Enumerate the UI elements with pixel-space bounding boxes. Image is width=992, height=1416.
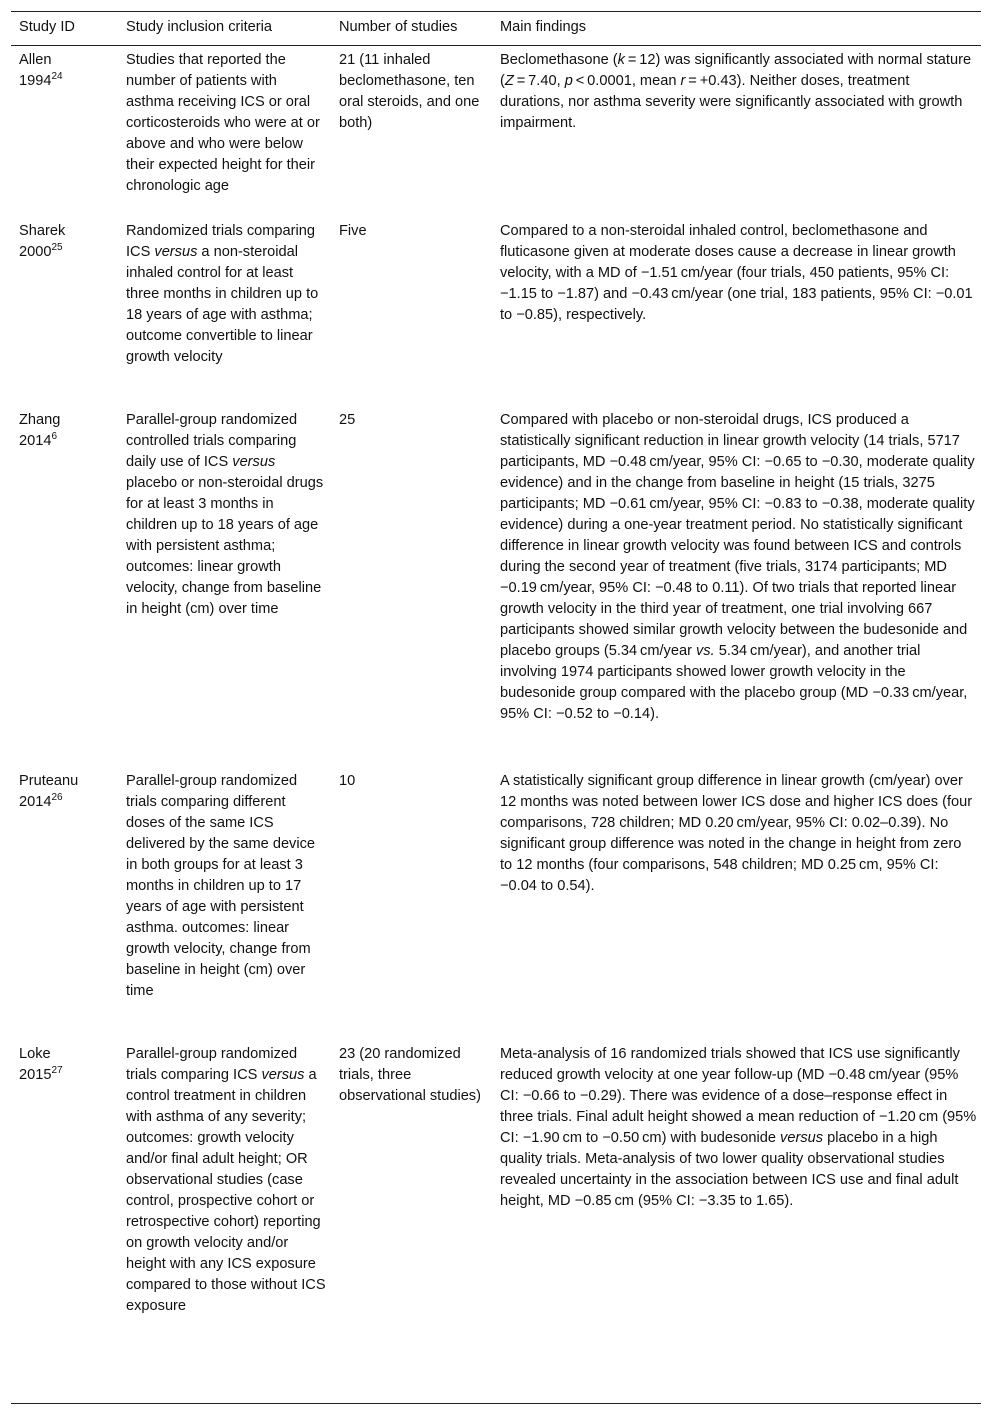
table-row <box>11 767 981 1040</box>
study-year: 2015 <box>19 1067 52 1083</box>
criteria-cell: Parallel-group randomized trials comparing ICS versus a control treatment in children with asthma of any severity; outcomes: growth velocity and/or final adult height; OR observational studies (case control, prospective cohort or retrospective cohort) reporting on growth velocity and/or height with any ICS exposure compared to those without ICS exposure <box>126 1046 326 1314</box>
criteria-cell: Studies that reported the number of patients with asthma receiving ICS or oral corticosteroids who were at or above and who were below their expected height for their chronologic age <box>126 52 320 194</box>
findings-cell: Compared to a non-steroidal inhaled control, beclomethasone and fluticasone given at moderate doses cause a decrease in linear growth velocity, with a MD of −1.51 cm/year (four trials, 450 patients, 95% CI: −1.15 to −1.87) and −0.43 cm/year (one trial, 183 patients, 95% CI: −0.01 to −0.85), respectively. <box>500 223 973 323</box>
table-row <box>11 1040 981 1403</box>
study-author: Sharek <box>19 223 66 239</box>
table-row <box>11 217 981 406</box>
criteria-cell: Parallel-group randomized controlled trials comparing daily use of ICS versus placebo or non-steroidal drugs for at least 3 months in children up to 18 years of age with persistent asthma; outcomes: linear growth velocity, change from baseline in height (cm) over time <box>126 412 324 617</box>
study-reference: 24 <box>51 71 63 83</box>
header-number-of-studies: Number of studies <box>339 19 458 35</box>
study-id-cell <box>11 406 118 767</box>
header-main-findings: Main findings <box>500 19 586 35</box>
study-year: 2014 <box>19 794 52 810</box>
study-id-cell <box>11 46 118 217</box>
study-reference: 6 <box>51 431 58 443</box>
studies-table <box>11 11 981 1404</box>
study-author: Zhang <box>19 412 61 428</box>
table-row <box>11 46 981 217</box>
num-studies-cell: Five <box>339 223 367 239</box>
table-row <box>11 406 981 767</box>
findings-cell: Meta-analysis of 16 randomized trials showed that ICS use significantly reduced growth velocity at one year follow-up (MD −0.48 cm/year (95% CI: −0.66 to −0.29). There was evidence of a dose–response effect in three trials. Final adult height showed a mean reduction of −1.20 cm (95% CI: −1.90 cm to −0.50 cm) with budesonide versus placebo in a high quality trials. Meta-analysis of two lower quality observational studies revealed uncertainty in the association between ICS use and final adult height, MD −0.85 cm (95% CI: −3.35 to 1.65). <box>500 1046 977 1209</box>
study-id-cell <box>11 1040 118 1403</box>
study-reference: 26 <box>51 792 63 804</box>
criteria-cell: Parallel-group randomized trials comparing different doses of the same ICS delivered by the same device in both groups for at least 3 months in children up to 17 years of age with persistent asthma. outcomes: linear growth velocity, change from baseline in height (cm) over time <box>126 773 316 999</box>
study-reference: 27 <box>51 1065 63 1077</box>
header-inclusion-criteria: Study inclusion criteria <box>126 19 273 35</box>
study-author: Allen <box>19 52 52 68</box>
num-studies-cell: 10 <box>339 773 356 789</box>
findings-cell: A statistically significant group difference in linear growth (cm/year) over 12 months was noted between lower ICS dose and higher ICS does (four comparisons, 728 children; MD 0.20 cm/year, 95% CI: 0.02–0.39). No significant group difference was noted in the change in height from zero to 12 months (four comparisons, 548 children; MD 0.25 cm, 95% CI: −0.04 to 0.54). <box>500 773 973 894</box>
study-author: Pruteanu <box>19 773 79 789</box>
findings-cell: Compared with placebo or non-steroidal drugs, ICS produced a statistically significant reduction in linear growth velocity (14 trials, 5717 participants, MD −0.48 cm/year, 95% CI: −0.65 to −0.30, moderate quality evidence) and in the change from baseline in height (15 trials, 3275 participants; MD −0.61 cm/year, 95% CI: −0.83 to −0.38, moderate quality evidence) during a one-year treatment period. No statistically significant difference in linear growth velocity was found between ICS and controls during the second year of treatment (five trials, 3174 participants; MD −0.19 cm/year, 95% CI: −0.48 to 0.11). Of two trials that reported linear growth velocity in the third year of treatment, one trial involving 667 participants showed similar growth velocity between the budesonide and placebo groups (5.34 cm/year vs. 5.34 cm/year), and another trial involving 1974 participants showed lower growth velocity in the budesonide group compared with the placebo group (MD −0.33 cm/year, 95% CI: −0.52 to −0.14). <box>500 412 975 722</box>
num-studies-cell: 23 (20 randomized trials, three observational studies) <box>339 1046 481 1104</box>
header-study-id: Study ID <box>19 19 75 35</box>
findings-cell: Beclomethasone (k = 12) was significantly associated with normal stature (Z = 7.40, p < 0.0001, mean r = +0.43). Neither doses, treatment durations, nor asthma severity were significantly associated with growth impairment. <box>500 52 972 131</box>
study-id-cell <box>11 217 118 406</box>
table-header-row <box>11 12 981 46</box>
criteria-cell: Randomized trials comparing ICS versus a non-steroidal inhaled control for at least three months in children up to 18 years of age with asthma; outcome convertible to linear growth velocity <box>126 223 319 365</box>
study-year: 1994 <box>19 73 52 89</box>
study-author: Loke <box>19 1046 51 1062</box>
study-id-cell <box>11 767 118 1040</box>
study-year: 2000 <box>19 244 52 260</box>
study-reference: 25 <box>51 242 63 254</box>
num-studies-cell: 21 (11 inhaled beclomethasone, ten oral steroids, and one both) <box>339 52 480 131</box>
study-year: 2014 <box>19 433 52 449</box>
num-studies-cell: 25 <box>339 412 356 428</box>
